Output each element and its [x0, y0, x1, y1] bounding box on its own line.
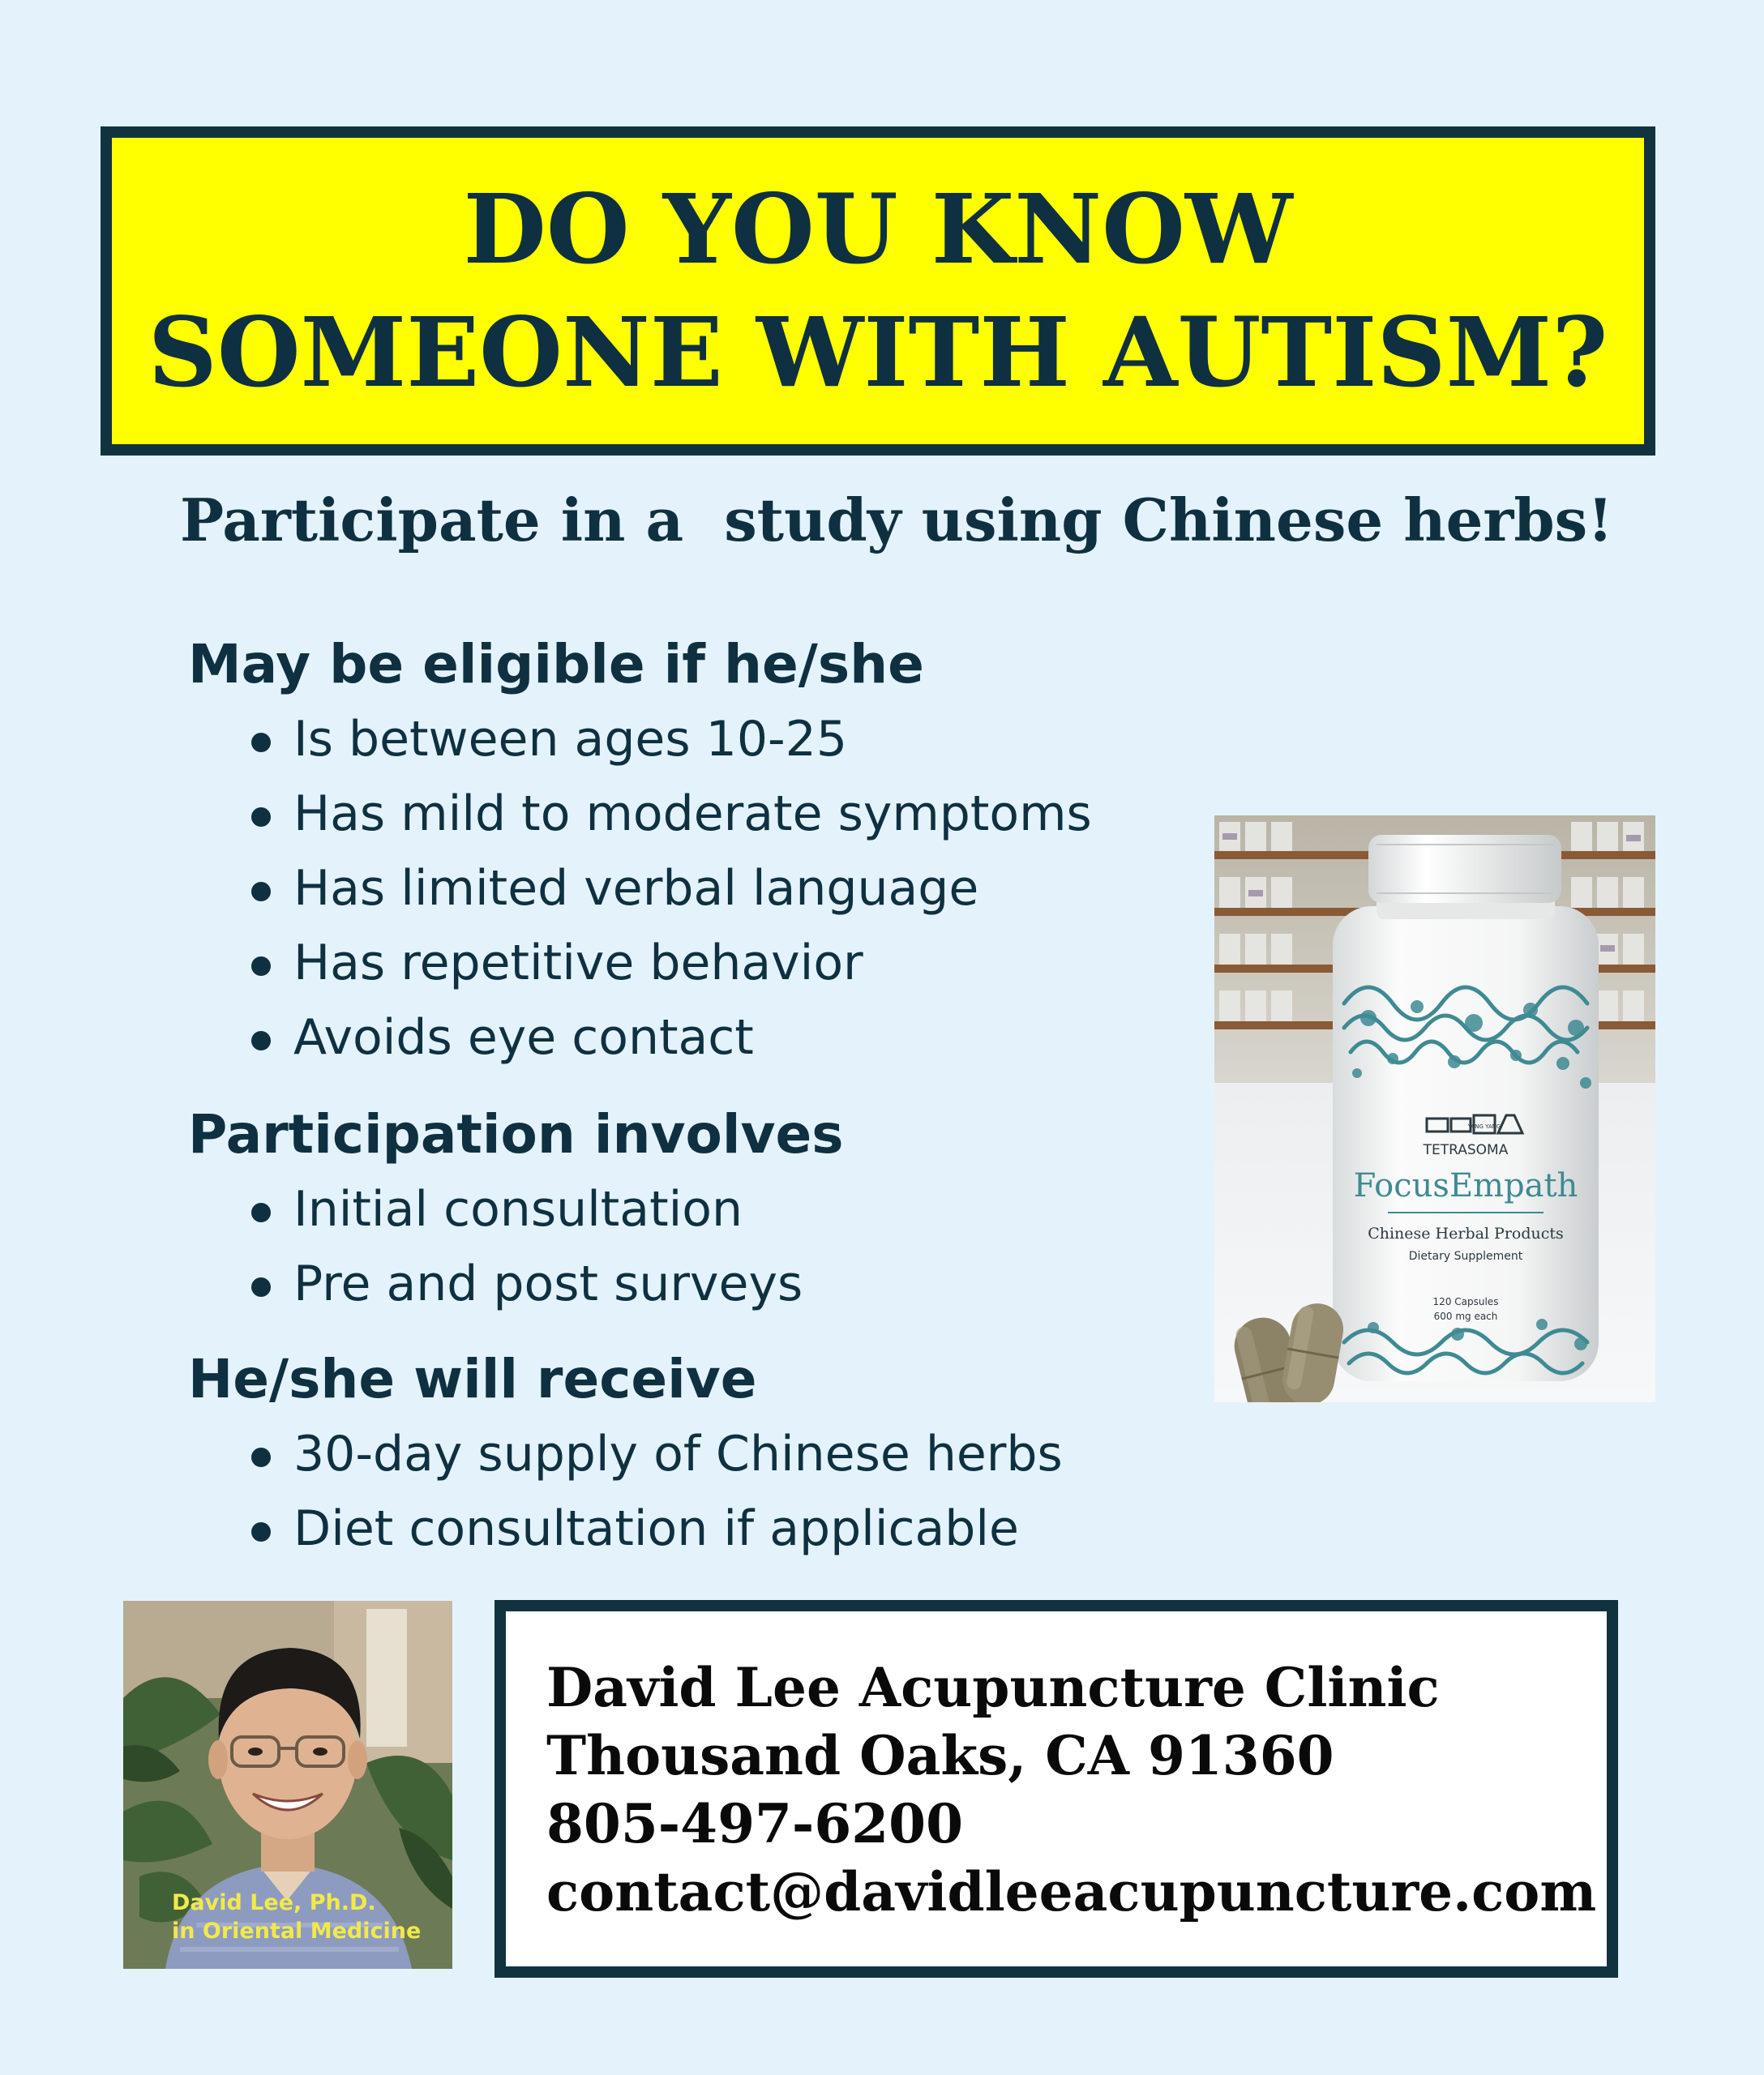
product-photo: [1214, 815, 1655, 1402]
list-item: 30-day supply of Chinese herbs: [251, 1417, 1063, 1491]
eligibility-section: [188, 627, 1092, 1075]
list-item: Has mild to moderate symptoms: [251, 777, 1092, 851]
portrait-caption-title: in Oriental Medicine: [172, 1919, 422, 1944]
logo-mark: YANG YANG: [1467, 1123, 1501, 1130]
list-item: Has repetitive behavior: [251, 926, 1092, 1000]
clinic-name: David Lee Acupuncture Clinic: [546, 1656, 1440, 1719]
clinic-phone: 805-497-6200: [546, 1792, 964, 1855]
list-item: Initial consultation: [251, 1172, 844, 1247]
participation-heading: Participation involves: [188, 1103, 844, 1166]
headline-line-1: DO YOU KNOW: [463, 173, 1293, 285]
receive-section: [188, 1342, 1063, 1566]
portrait-caption-name: David Lee, Ph.D.: [172, 1890, 376, 1915]
product-category: Chinese Herbal Products: [1368, 1225, 1564, 1243]
product-name: FocusEmpath: [1353, 1167, 1578, 1204]
list-item: Avoids eye contact: [251, 1000, 1092, 1075]
contact-box: [495, 1600, 1618, 1978]
portrait-caption: [172, 1889, 421, 1945]
product-count: 120 Capsules: [1432, 1296, 1499, 1307]
headline-banner: [101, 126, 1655, 456]
participation-section: [188, 1097, 844, 1321]
receive-list: [188, 1417, 1063, 1566]
receive-heading: He/she will receive: [188, 1348, 757, 1410]
list-item: Is between ages 10-25: [251, 702, 1092, 777]
list-item: Diet consultation if applicable: [251, 1491, 1063, 1566]
product-dose: 600 mg each: [1433, 1311, 1498, 1322]
eligibility-list: [188, 702, 1092, 1075]
subtitle: Participate in a study using Chinese herbs!: [180, 486, 1613, 554]
list-item: Pre and post surveys: [251, 1247, 844, 1321]
list-item: Has limited verbal language: [251, 851, 1092, 926]
participation-list: [188, 1172, 844, 1321]
product-bottle-illustration: [1214, 815, 1655, 1402]
clinic-email: contact@davidleeacupuncture.com: [546, 1860, 1597, 1923]
clinic-city: Thousand Oaks, CA 91360: [546, 1724, 1334, 1787]
product-brand: TETRASOMA: [1423, 1142, 1509, 1158]
product-type: Dietary Supplement: [1408, 1250, 1523, 1263]
headline-line-2: SOMEONE WITH AUTISM?: [148, 296, 1608, 409]
eligibility-heading: May be eligible if he/she: [188, 633, 924, 695]
